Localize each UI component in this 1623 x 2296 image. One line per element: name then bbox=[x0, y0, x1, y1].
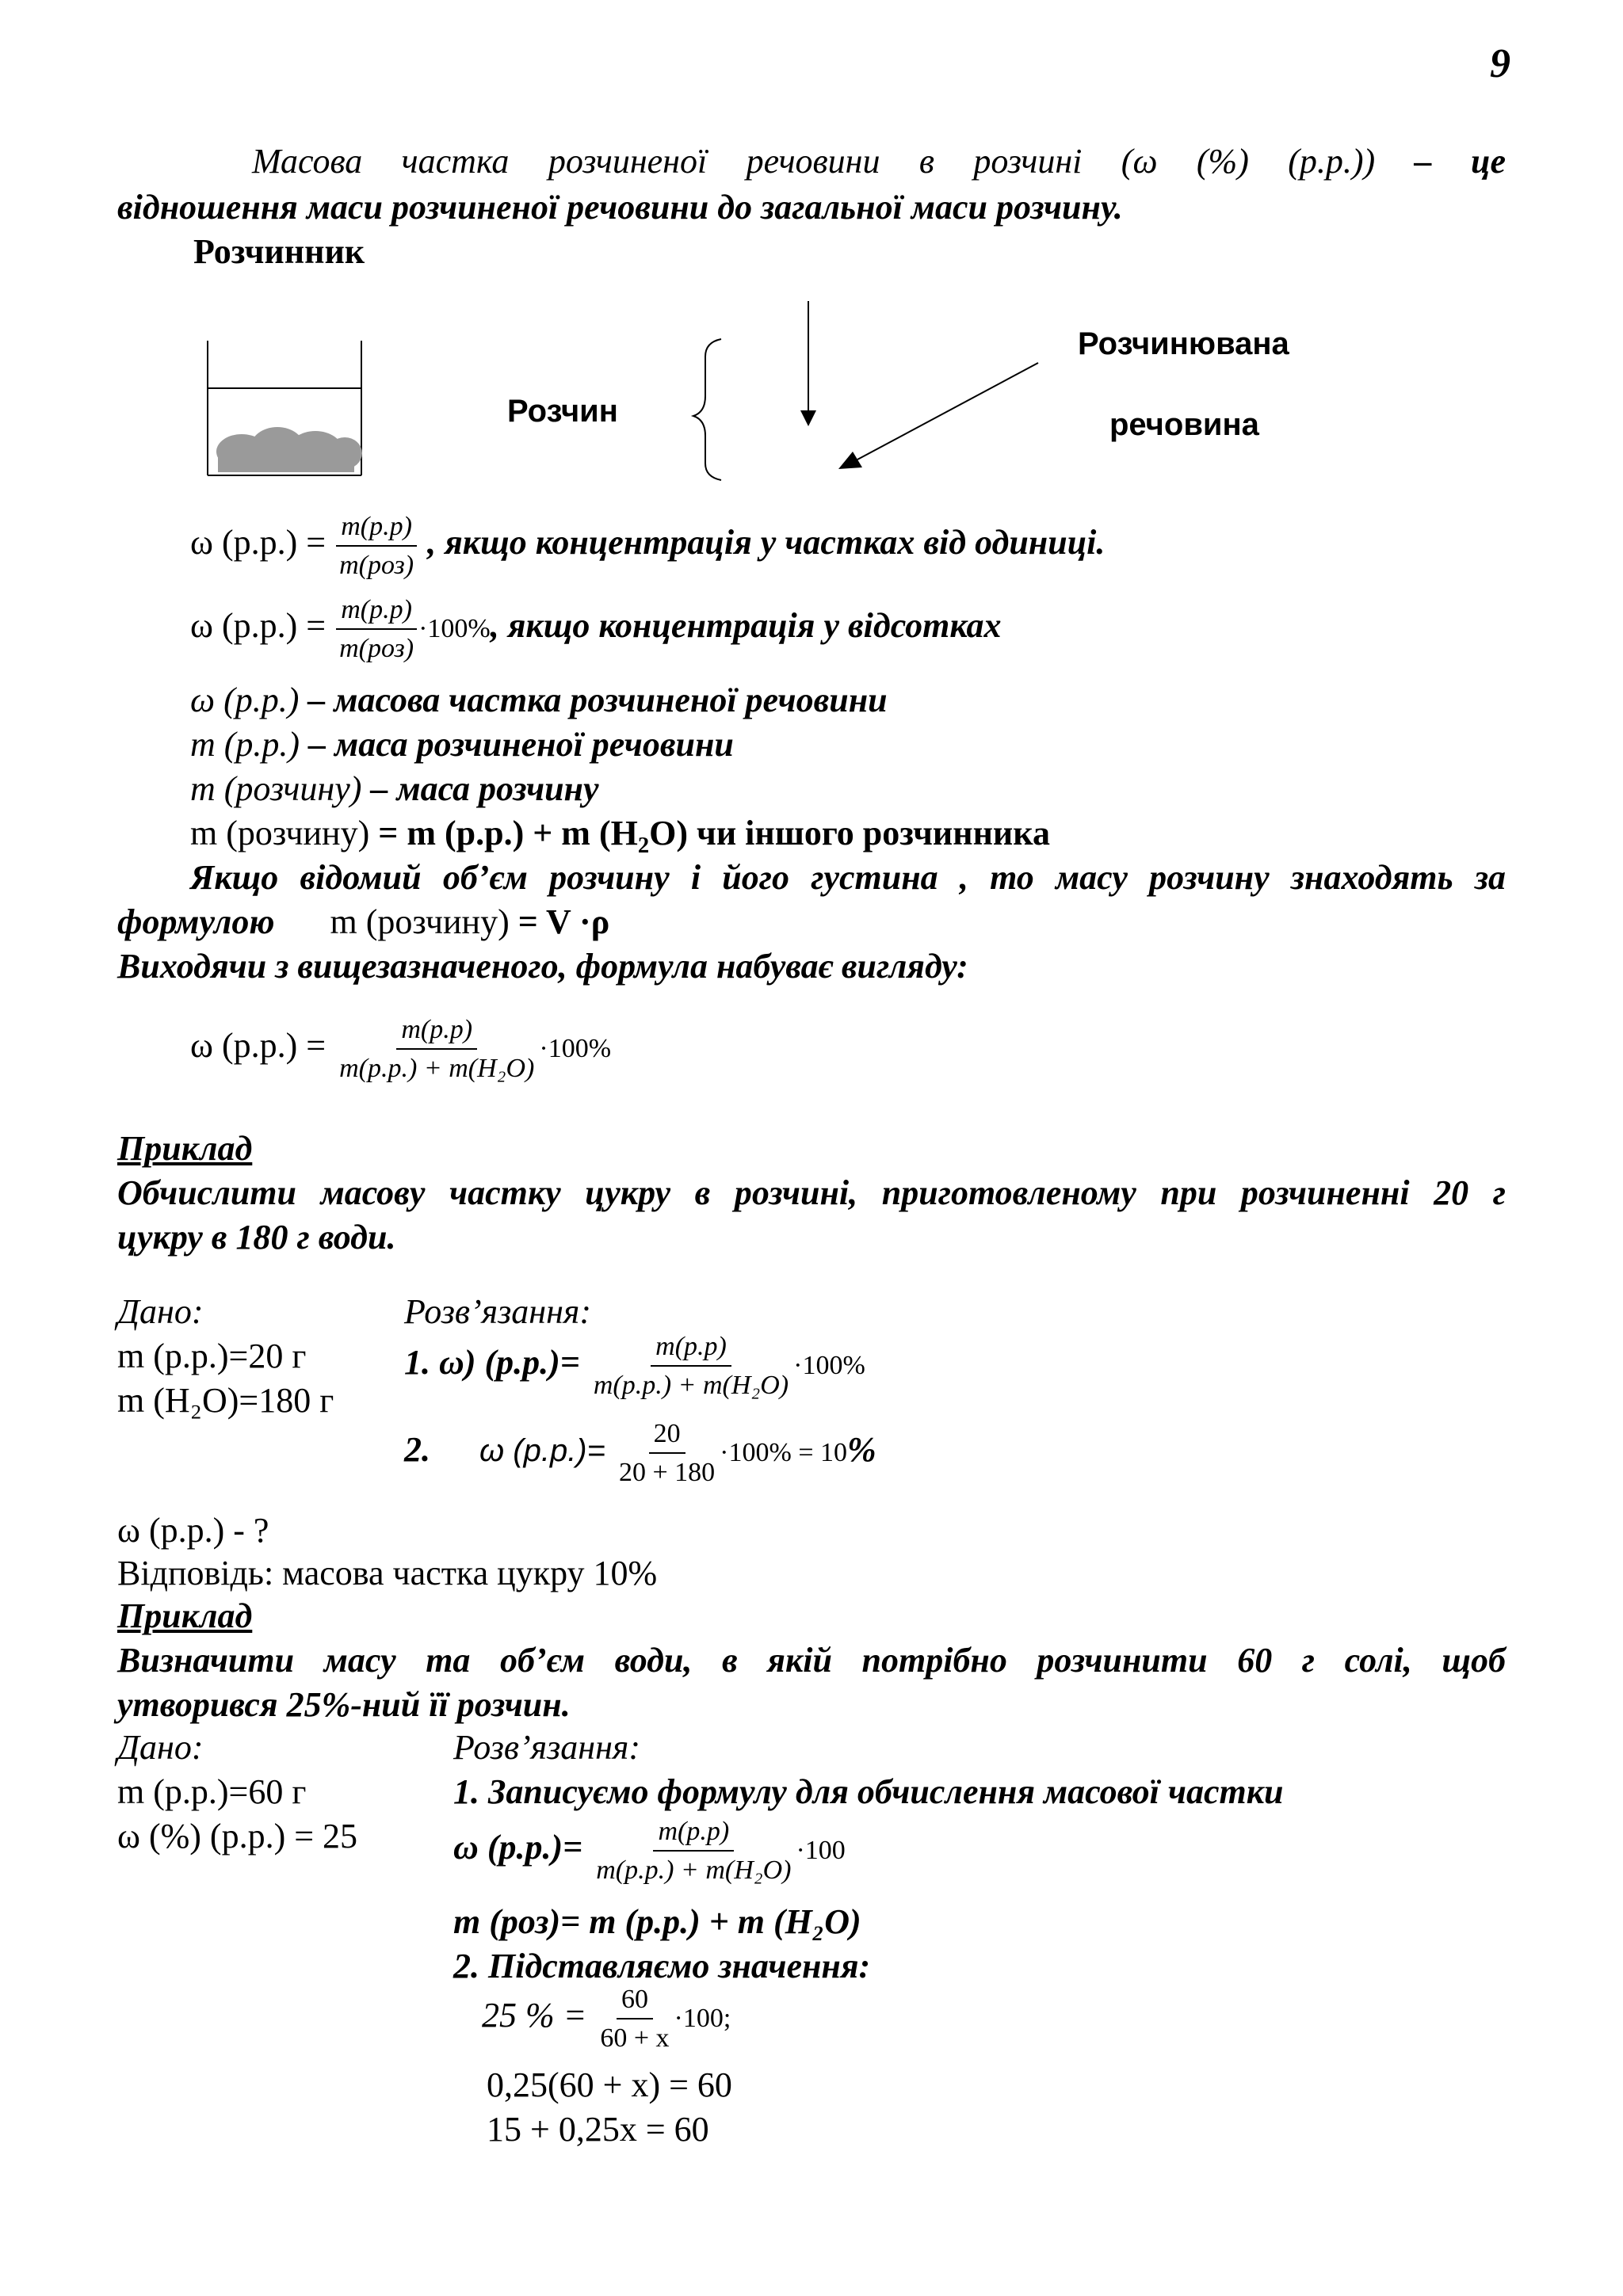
example-2-step-1-title: 1. Записуємо формулу для обчислення масової частки bbox=[453, 1772, 1284, 1811]
example-1-step-2-expr: ω (р.р.)= bbox=[479, 1433, 605, 1469]
legend-msol-sym: m (розчину) bbox=[190, 769, 362, 808]
legend-mrr-text: – маса розчиненої речовини bbox=[300, 725, 734, 764]
example-2-solution-label: Розв’язання: bbox=[453, 1728, 641, 1767]
example-2-given-2: ω (%) (р.р.) = 25 bbox=[117, 1817, 358, 1855]
solute-label-2: речовина bbox=[1109, 407, 1259, 442]
formula-2-den: m(роз) bbox=[339, 634, 414, 664]
legend-omega bbox=[190, 680, 888, 722]
legend-mrr bbox=[190, 724, 734, 766]
formula-3 bbox=[190, 1014, 611, 1084]
formula-3-num: m(p.p) bbox=[396, 1014, 477, 1050]
solution-label: Розчин bbox=[507, 394, 618, 429]
example-2-task-2: утворився 25%-ний її розчин. bbox=[117, 1685, 571, 1724]
example-2-eq-lhs: 25 % = bbox=[482, 1996, 587, 2035]
density-formula-bold: = V ·ρ bbox=[509, 902, 610, 941]
solvent-label: Розчинник bbox=[193, 232, 365, 271]
example-2-equation bbox=[482, 1984, 731, 2054]
example-1-step-1-mult: ·100% bbox=[793, 1351, 865, 1381]
example-2-task-1: Визначити масу та об’єм води, в якій потрібно розчинити 60 г солі, щоб bbox=[117, 1641, 1506, 1680]
example-2-line-b: 15 + 0,25х = 60 bbox=[487, 2110, 709, 2149]
formula-3-den: m(p.p.) + m(H₂O) bbox=[339, 1054, 535, 1084]
example-1-step-2-den: 20 + 180 bbox=[618, 1458, 716, 1488]
mass-formula bbox=[190, 813, 1050, 860]
density-line2 bbox=[117, 902, 609, 944]
example-1-given-label: Дано: bbox=[117, 1292, 204, 1331]
example-2-mroz: m (роз)= m (р.р.) + m (H₂O) bbox=[453, 1902, 861, 1941]
example-1-step-1-fraction bbox=[589, 1331, 793, 1401]
example-1-given-1: m (р.р.)=20 г bbox=[117, 1337, 307, 1375]
mass-formula-sub: 2 bbox=[637, 833, 650, 858]
formula-1-note: , якщо концентрація у частках від одиниці. bbox=[427, 523, 1106, 563]
density-word: формулою bbox=[117, 902, 275, 941]
example-1-task-1: Обчислити масову частку цукру в розчині, приготовленому при розчиненні 20 г bbox=[117, 1173, 1506, 1212]
example-1-step-1-den: m(p.p.) + m(H₂O) bbox=[593, 1371, 789, 1401]
example-2-formula-den: m(p.p.) + m(H₂O) bbox=[596, 1855, 792, 1886]
formula-1-num: m(p.p) bbox=[336, 511, 417, 547]
example-1-step-1-label: 1. ω) (р.р.)= bbox=[404, 1343, 580, 1383]
formula-1-den: m(роз) bbox=[339, 551, 414, 581]
definition-line2: відношення маси розчиненої речовини до загальної маси розчину. bbox=[117, 188, 1123, 227]
example-2-given-1: m (р.р.)=60 г bbox=[117, 1772, 307, 1811]
example-1-step-2-label: 2. bbox=[404, 1430, 430, 1470]
example-2-step-2-title: 2. Підставляємо значення: bbox=[453, 1947, 871, 1985]
example-1-answer: Відповідь: масова частка цукру 10% bbox=[117, 1554, 658, 1592]
definition-italic: Масова частка розчиненої речовини в розчині (ω (%) (р.р.)) bbox=[252, 142, 1376, 181]
solution-diagram bbox=[198, 293, 1339, 483]
example-1-step-2-percent: % bbox=[847, 1430, 876, 1470]
example-2-formula bbox=[453, 1816, 846, 1886]
example-2-formula-mult: ·100 bbox=[796, 1836, 846, 1866]
legend-msol bbox=[190, 769, 599, 810]
example-2-eq-num: 60 bbox=[617, 1984, 653, 2019]
example-1-task-2: цукру в 180 г води. bbox=[117, 1218, 396, 1257]
example-1-step-2-num: 20 bbox=[649, 1418, 685, 1454]
example-2-line-a: 0,25(60 + х) = 60 bbox=[487, 2065, 732, 2104]
formula-2-fraction bbox=[334, 594, 418, 664]
legend-msol-text: – маса розчину bbox=[361, 769, 599, 808]
example-2-eq-den: 60 + x bbox=[600, 2023, 670, 2054]
example-2-eq-fraction bbox=[595, 1984, 674, 2054]
example-2-formula-num: m(p.p) bbox=[653, 1816, 734, 1852]
brace-icon bbox=[693, 339, 721, 480]
formula-2-lhs: ω (р.р.) = bbox=[190, 606, 327, 646]
formula-1-lhs: ω (р.р.) = bbox=[190, 523, 327, 563]
example-2-eq-mult: ·100; bbox=[674, 2004, 731, 2034]
formula-1 bbox=[190, 511, 1105, 581]
formula-3-lhs: ω (р.р.) = bbox=[190, 1026, 327, 1066]
example-2-formula-lhs: ω (р.р.)= bbox=[453, 1828, 583, 1867]
legend-mrr-sym: m (р.р.) bbox=[190, 725, 300, 764]
formula-2-num: m(p.p) bbox=[336, 594, 417, 630]
density-formula-normal: m (розчину) bbox=[330, 902, 510, 941]
formula-1-fraction bbox=[334, 511, 418, 581]
mass-formula-rhs-prefix: = m (р.р.) + m (H bbox=[369, 814, 638, 852]
diagonal-arrow-icon bbox=[838, 363, 1038, 469]
derived-intro: Виходячи з вищезазначеного, формула набуває вигляду: bbox=[117, 947, 968, 986]
solute-label-1: Розчинювана bbox=[1078, 326, 1289, 361]
example-1-step-2 bbox=[404, 1418, 876, 1488]
mass-formula-lhs: m (розчину) bbox=[190, 814, 370, 852]
example-2-given-label: Дано: bbox=[117, 1728, 204, 1767]
example-1-heading: Приклад bbox=[117, 1129, 253, 1168]
example-1-step-1-num: m(p.p) bbox=[651, 1331, 731, 1367]
formula-2-mult: ·100% bbox=[418, 614, 491, 644]
example-1-step-1 bbox=[404, 1331, 865, 1401]
example-2-formula-fraction bbox=[591, 1816, 796, 1886]
formula-2 bbox=[190, 594, 1002, 664]
formula-3-fraction bbox=[334, 1014, 539, 1084]
legend-omega-text: – масова частка розчиненої речовини bbox=[299, 681, 888, 719]
mass-formula-rhs-suffix: O) чи іншого розчинника bbox=[649, 814, 1050, 852]
legend-omega-sym: ω (р.р.) bbox=[190, 681, 300, 719]
example-1-find: ω (р.р.) - ? bbox=[117, 1511, 269, 1550]
formula-2-note: , якщо концентрація у відсотках bbox=[490, 606, 1002, 646]
formula-3-mult: ·100% bbox=[539, 1034, 612, 1064]
example-1-solution-label: Розв’язання: bbox=[404, 1292, 592, 1331]
example-1-step-2-fraction bbox=[614, 1418, 720, 1488]
example-1-given-2: m (H₂O)=180 г bbox=[117, 1381, 334, 1420]
down-arrow-icon bbox=[800, 301, 816, 426]
beaker-icon bbox=[208, 341, 362, 475]
example-1-step-2-result: ·100% = 10 bbox=[720, 1438, 847, 1468]
page-number: 9 bbox=[1490, 41, 1510, 86]
definition bbox=[117, 141, 1506, 183]
example-2-heading: Приклад bbox=[117, 1596, 253, 1635]
density-line1: Якщо відомий об’єм розчину і його густина , то масу розчину знаходять за bbox=[190, 858, 1506, 897]
definition-bold: – це bbox=[1375, 142, 1506, 181]
